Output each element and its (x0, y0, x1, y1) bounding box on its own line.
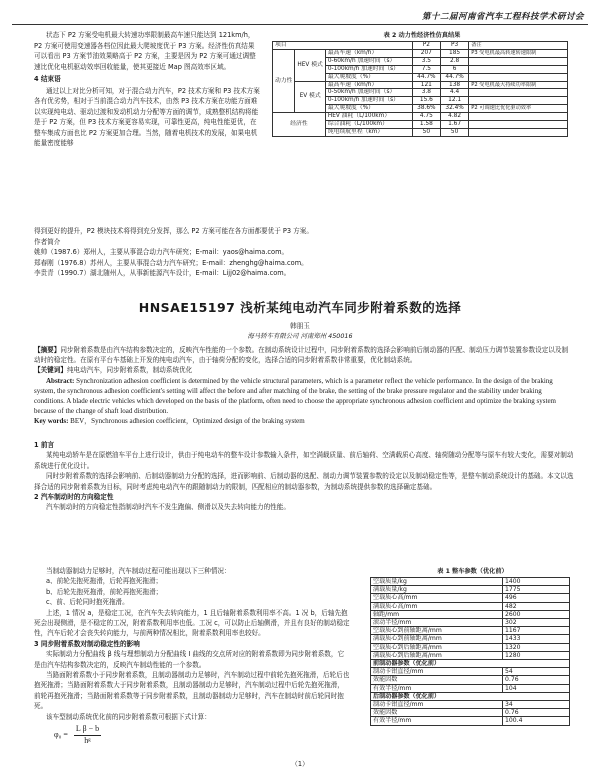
table-row (371, 676, 570, 684)
keywords-en (34, 416, 574, 426)
table-row (371, 684, 570, 692)
table-header-cell: 备注 (469, 42, 568, 50)
table-cell-label: 满载质心高/mm (371, 602, 503, 610)
table-cell-value: 34 (503, 701, 570, 709)
article-body-left-column (34, 566, 350, 746)
table-cell: 15.6 (412, 97, 440, 105)
abstract-cn-text: 同步附着系数是由汽车结构参数决定的，反映汽车性能的一个参数。在制动系统设计过程中，同步附着系数的选择会影响前后制动器的匹配、制动压力调节装置参数设定以及制动时的稳定性。在原有平台车基础上开发的纯电动汽车，由于轴荷分配的变化，选择合适的同步附着系数非常重要，优化制动系统。 (34, 346, 569, 365)
table-cell-label: 制动卡钳直径/mm (371, 701, 503, 709)
header-rule (12, 24, 588, 25)
equation-lhs: φ₀ = (54, 729, 68, 739)
table-1-block (370, 566, 575, 726)
keywords-cn (34, 365, 574, 375)
table-cell (469, 121, 568, 129)
author-line: 姚帅（1987.6）郑州人，主要从事混合动力汽车研究；E-mail：yaos@haima.com。 (34, 248, 289, 256)
prev-article-tail (34, 226, 574, 279)
table-cell-value: 1400 (503, 578, 570, 586)
keywords-en-text: BEV，Synchronous adhesion coefficient，Optimized design of the braking system (70, 417, 305, 426)
abstract-label: 【摘要】 (34, 346, 61, 354)
table-cell-value: 2600 (503, 610, 570, 618)
table-cell: 4.4 (440, 89, 468, 97)
keywords-label: 【关键词】 (34, 366, 67, 375)
table-cell-value: 1280 (503, 651, 570, 659)
table-2-block (272, 30, 572, 137)
table-section-header-cell: 后制动器参数（优化前） (371, 692, 570, 700)
table-cell-value: 0.76 (503, 709, 570, 717)
table-cell: 121 (412, 81, 440, 89)
table-row (273, 49, 568, 57)
table-1-caption: 表 1 整车参数（优化前） (437, 568, 508, 575)
article-author: 韩朋玉 (290, 322, 310, 330)
table-section-header (371, 660, 570, 668)
table-cell-label: 空载质心到后轴距离/mm (371, 643, 503, 651)
table-header-cell: P2 (412, 42, 440, 50)
abstract-cn (34, 345, 574, 365)
table-section-header (371, 692, 570, 700)
table-cell-value: 54 (503, 668, 570, 676)
table-row (371, 602, 570, 610)
table-cell: 1.67 (440, 121, 468, 129)
table-cell-value: 104 (503, 684, 570, 692)
table-cell-label: 空载质心到前轴距离/mm (371, 627, 503, 635)
table-cell: 44.7% (412, 73, 440, 81)
table-cell: 0-60km/h 加速时间（s） (325, 57, 412, 65)
group-label-dynamic: 动力性 (273, 49, 295, 112)
article-affiliation: 海马轿车有限公司 河南郑州 450016 (247, 332, 353, 340)
table-cell: 纯电续航里程（km） (325, 128, 412, 136)
table-cell: 3.8 (412, 89, 440, 97)
table-cell (469, 97, 568, 105)
equation (34, 724, 350, 746)
table-cell: 44.7% (440, 73, 468, 81)
table-cell-label: 制动卡钳直径/mm (371, 668, 503, 676)
page-number: （1） (291, 760, 309, 768)
table-cell-value: 1320 (503, 643, 570, 651)
table-cell: 0-100km/h 加速时间（s） (325, 65, 412, 73)
table-cell-label: 有效半径/mm (371, 684, 503, 692)
table-cell: 50 (440, 128, 468, 136)
table-cell: 2.8 (440, 57, 468, 65)
body-paragraph: 实际制动力分配曲线 β 线与理想制动力分配曲线 I 曲线的交点所对应的附着系数即为同步附着系数，它是由汽车结构参数决定的，反映汽车制动性能的一个参数。 (34, 650, 345, 669)
table-cell: 32.4% (440, 105, 468, 113)
abstract-block (34, 345, 574, 427)
keywords-en-label: Key words: (34, 417, 69, 426)
prev-paragraph-2: 通过以上对比分析可知，对于混合动力汽车，P2 技术方案和 P3 技术方案各有优劣势，相对于当前混合动力汽车技术，由然 P3 技术方案在功能方面难以实现纯电动、驱动过渡和发动机动力分配等方面的调节，成熟整机结构将能是于 P2 方案，但 P3 技术方案更容易实现，可靠性更高，纯电性能更优，在整车集成方面也比 P2 方案更加合理。当然，随着电机技术的发展，如果电机能量密度能够 (34, 86, 260, 147)
table-cell: 最大爬坡度（%） (325, 105, 412, 113)
table-cell-value: 0.76 (503, 676, 570, 684)
running-head: 第十二届河南省汽车工程科技学术研讨会 (421, 12, 584, 22)
table-row (273, 42, 568, 50)
group-label-economy: 经济性 (273, 113, 326, 137)
table-row (273, 113, 568, 121)
table-cell (469, 73, 568, 81)
prev-paragraph-1: 状态下 P2 方案受电机最大转速功率限制最高车速只能达到 121km/h，P2 方案可使用变速器各档位因此最大爬坡度优于 P3 方案。经济性仿真结果可以看出 P3 方案节油效果略高于 P2 方案，主要是因为 P2 方案可通过调整速比优化电机驱动效率回收能量，使其更接近 Map 图高效率区域。 (34, 31, 256, 71)
table-cell: 185 (440, 49, 468, 57)
table-section-header-cell: 前制动器参数（优化前） (371, 660, 570, 668)
table-cell: 4.75 (412, 113, 440, 121)
body-paragraph: 当制动器制动力足够时，汽车制动过程可能出现以下三种情况： (46, 567, 231, 575)
table-cell: 12.1 (440, 97, 468, 105)
prev-paragraph-3: 得到更好的提升，P2 模块技术将得到充分发挥，那么 P2 方案可能在各方面都要优于 P3 方案。 (34, 227, 313, 235)
table-cell: 138 (440, 81, 468, 89)
table-cell-label: 空载质心高/mm (371, 594, 503, 602)
list-item: a、前轮先抱死拖滑，后轮再抱死拖滑； (46, 577, 163, 586)
keywords-cn-text: 纯电动汽车，同步附着系数，制动系统优化 (66, 366, 193, 375)
table-cell-label: 效能因数 (371, 709, 503, 717)
table-cell-label: 轴距/mm (371, 610, 503, 618)
table-cell-label: 满载质心到后轴距离/mm (371, 651, 503, 659)
table-2 (272, 41, 568, 137)
table-row (371, 627, 570, 635)
table-cell: 0-50km/h 加速时间（s） (325, 89, 412, 97)
equation-numerator: L β − b (74, 724, 101, 735)
table-cell-value: 1433 (503, 635, 570, 643)
table-row (371, 619, 570, 627)
table-cell-label: 空载质量/kg (371, 578, 503, 586)
author-line: 李贵青（1990.7）湖北随州人，从事新能源汽车设计，E-mail：Lijj02@haima.com。 (34, 269, 291, 277)
table-cell: 207 (412, 49, 440, 57)
table-cell: 38.6% (412, 105, 440, 113)
table-cell-value: 302 (503, 619, 570, 627)
table-row (371, 668, 570, 676)
table-2-caption: 表 2 动力性经济性仿真结果 (383, 32, 461, 39)
table-cell (469, 65, 568, 73)
body-paragraph: 同时步附着系数的选择会影响前、后制动器制动力分配的选择，进而影响前、后制动器的选配、制动力调节装置参数的设定以及制动稳定性等，是整车制动系统设计的基础。本文以选择合适的同步附着系数为目标，同时考虑纯电动汽车的跟随制动力的限制，匹配相应的制动器参数，为制动系统提供参数的选择确定基础。 (34, 472, 574, 491)
author-line: 郑春刚（1976.8）苏州人，主要从事混合动力汽车研究；E-mail：zhenghg@haima.com。 (34, 258, 308, 267)
table-header-cell: P3 (440, 42, 468, 50)
sub-label-hev: HEV 模式 (295, 49, 325, 81)
table-cell (469, 113, 568, 121)
table-row (371, 701, 570, 709)
table-cell-label: 满载质量/kg (371, 586, 503, 594)
table-cell: P3 受电机最高转速转速限制 (469, 49, 568, 57)
table-cell-value: 1167 (503, 627, 570, 635)
table-cell: 0-100km/h 加速时间（s） (325, 97, 412, 105)
abstract-en-text: Synchronization adhesion coefficient is determined by the vehicle structural parameters, which is a parameter reflect the vehicle performance. In the design of the braking system, the synchronous adhesion coefficient's setting will affect the before and after matching of the brake, the setting of the brake pressure regulator and the stability under braking conditions. A blade electric vehicles which developed on the basis of the platform, often need to choose the appropriate synchronous adhesion coefficient and optimize the braking system because of the change of shaft load distribution. (34, 376, 556, 416)
table-row (371, 610, 570, 618)
table-row (371, 717, 570, 725)
section-2-title: 2 汽车制动时的方向稳定性 (34, 493, 114, 502)
table-cell: 综合油耗（L/100km） (325, 121, 412, 129)
table-header-cell: 项目 (273, 42, 413, 50)
table-cell (469, 128, 568, 136)
table-cell: 1.58 (412, 121, 440, 129)
table-row (371, 594, 570, 602)
table-cell-value: 496 (503, 594, 570, 602)
table-cell-label: 满载质心到前轴距离/mm (371, 635, 503, 643)
table-cell (469, 57, 568, 65)
list-item: c、前、后轮同时抱死拖滑。 (46, 598, 129, 607)
prev-article-left-column (34, 30, 260, 149)
list-item: b、后轮先抱死拖滑，前轮再抱死拖滑； (46, 587, 163, 596)
body-paragraph: 当路面附着系数小于同步附着系数，且制动器制动力足够时，汽车制动过程中前轮先抱死拖滑，后轮后也抱死拖滑；当路面附着系数大于同步附着系数，且制动器制动力足够时，汽车制动过程中后轮先抱死拖滑，前轮再抱死拖滑；当路面附着系数等于同步附着系数，且制动器制动力足够时，汽车在制动时前后轮同时抱死。 (34, 671, 350, 711)
table-row (371, 586, 570, 594)
table-cell: 最大爬坡度（%） (325, 73, 412, 81)
body-paragraph: 该车型制动系统优化前的同步附着系数可根据下式计算： (46, 712, 211, 721)
section-1-title: 1 前言 (34, 441, 55, 449)
table-cell: 50 (412, 128, 440, 136)
abstract-en-label: Abstract: (46, 376, 75, 385)
author-intro-label: 作者简介 (34, 237, 61, 246)
table-cell-label: 滚动半径/mm (371, 619, 503, 627)
body-paragraph: 汽车制动时的方向稳定性指制动时汽车不发生跑偏、侧滑以及失去转向能力的性能。 (46, 503, 290, 512)
article-title: HNSAE15197 浅析某纯电动汽车同步附着系数的选择 (138, 300, 462, 315)
table-row (371, 578, 570, 586)
table-cell: P2 可调速比优化驱动效率 (469, 105, 568, 113)
table-cell-label: 有效半径/mm (371, 717, 503, 725)
sub-label-ev: EV 模式 (295, 81, 325, 113)
equation-denominator: hᵍ (84, 735, 91, 745)
body-paragraph: 上述，1 情况 a，是稳定工况，在汽车失去转向能力，1 且后轴附着系数利用率不高。1 况 b，后轴先抱死会出现侧滑，是不稳定的工况，附着系数利用率也低。工况 c，可以防止后轴侧滑，并且有良好的制动稳定性，汽车后轮才会丧失转向能力，与前两种情况相比，附着系数利用率也较好。 (34, 608, 350, 638)
equation-fraction (74, 724, 101, 746)
table-cell: 7.5 (412, 65, 440, 73)
body-paragraph: 某纯电动轿车是在原燃油车平台上进行设计，供由于纯电动车的整车设计参数输入条件，如空满载质量、前后轴荷、空满载质心高度、轴荷随动分配等与原车有较大变化，需要对制动系统进行优化设计。 (34, 451, 574, 470)
table-cell: HEV 油耗（L/100km） (325, 113, 412, 121)
table-cell: 最高车速（km/h） (325, 49, 412, 57)
table-row (273, 81, 568, 89)
section-4-title: 4 结束语 (34, 75, 61, 83)
table-cell-label: 效能因数 (371, 676, 503, 684)
table-cell-value: 100.4 (503, 717, 570, 725)
table-cell: 最高车速（km/h） (325, 81, 412, 89)
table-1 (370, 577, 570, 726)
article-body-wide (34, 440, 574, 513)
abstract-en (34, 376, 574, 417)
table-row (371, 651, 570, 659)
table-row (371, 643, 570, 651)
table-row (371, 635, 570, 643)
table-cell (469, 89, 568, 97)
table-cell: 3.5 (412, 57, 440, 65)
table-cell-value: 1775 (503, 586, 570, 594)
section-3-title: 3 同步附着系数对制动稳定性的影响 (34, 639, 140, 648)
table-cell-value: 482 (503, 602, 570, 610)
table-cell: 4.82 (440, 113, 468, 121)
table-cell: 6 (440, 65, 468, 73)
table-row (371, 709, 570, 717)
table-cell: P2 受电机最大持续功率限制 (469, 81, 568, 89)
